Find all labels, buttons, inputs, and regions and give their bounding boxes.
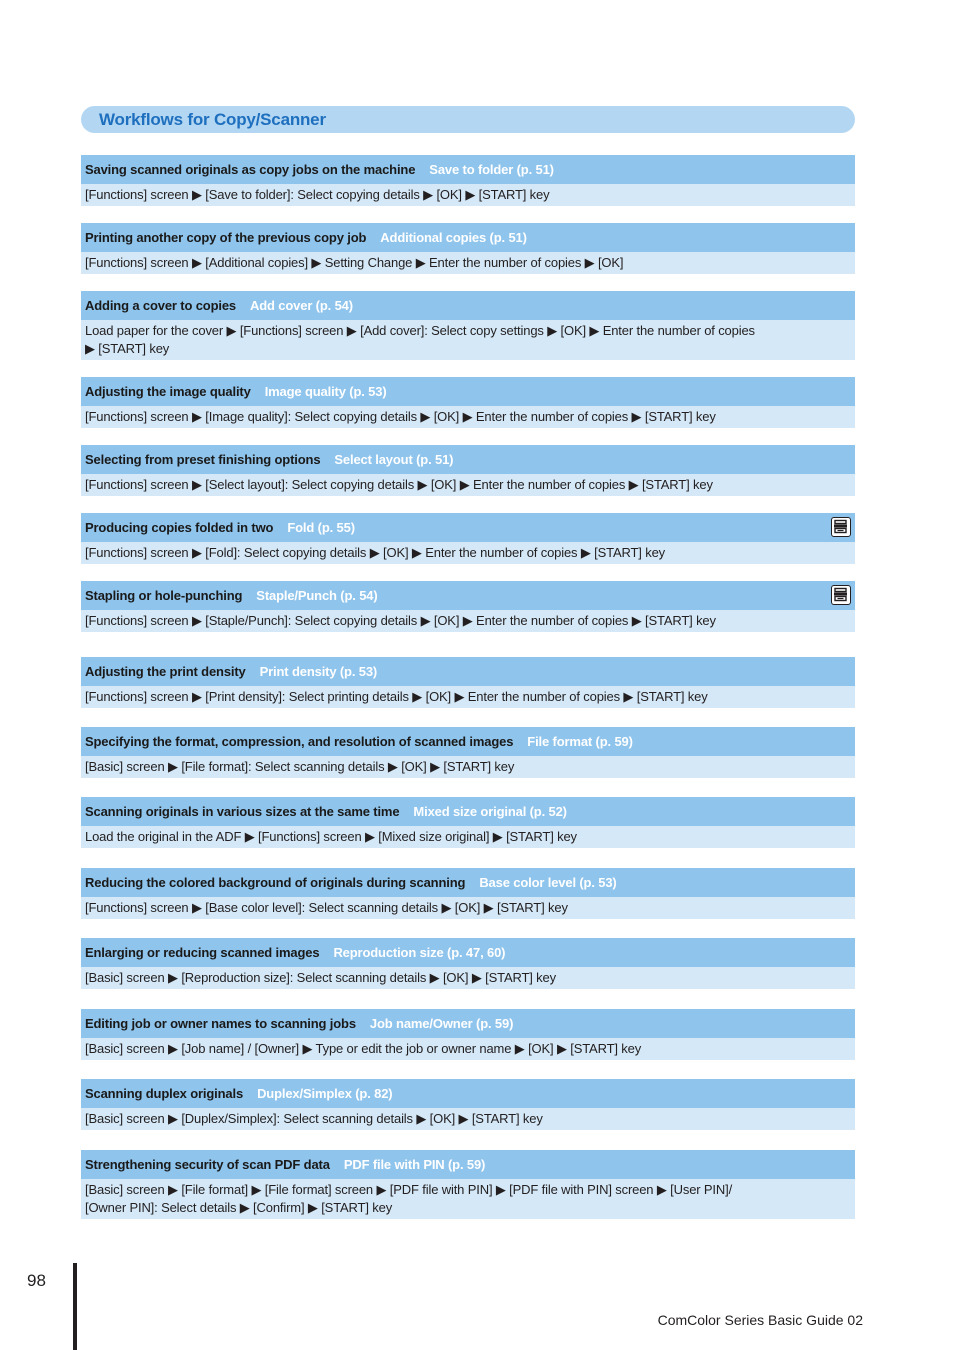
workflow-entry-header: [81, 938, 855, 967]
workflow-entry: [81, 868, 855, 919]
workflow-page-reference[interactable]: Print density (p. 53): [259, 664, 378, 679]
workflow-entry-header: [81, 1009, 855, 1038]
workflow-page-reference[interactable]: PDF file with PIN (p. 59): [343, 1157, 486, 1172]
workflow-page-reference[interactable]: Additional copies (p. 51): [380, 230, 527, 245]
workflow-title: Strengthening security of scan PDF data: [85, 1157, 330, 1172]
workflow-steps: [Basic] screen ▶ [File format]: Select scanning details ▶ [OK] ▶ [START] key: [81, 756, 855, 778]
page-number: 98: [27, 1271, 46, 1290]
workflow-steps: [Functions] screen ▶ [Staple/Punch]: Select copying details ▶ [OK] ▶ Enter the number of copies ▶ [START] key: [81, 610, 855, 632]
workflow-steps: [Functions] screen ▶ [Image quality]: Select copying details ▶ [OK] ▶ Enter the number of copies ▶ [START] key: [81, 406, 855, 428]
workflow-page-reference[interactable]: Job name/Owner (p. 59): [369, 1016, 514, 1031]
workflow-title: Saving scanned originals as copy jobs on the machine: [85, 162, 416, 177]
workflow-steps: [Basic] screen ▶ [Duplex/Simplex]: Select scanning details ▶ [OK] ▶ [START] key: [81, 1108, 855, 1130]
workflow-steps: [Basic] screen ▶ [Reproduction size]: Select scanning details ▶ [OK] ▶ [START] key: [81, 967, 855, 989]
workflow-entry: [81, 155, 855, 206]
workflow-title: Scanning originals in various sizes at the same time: [85, 804, 400, 819]
workflow-entry: [81, 581, 855, 632]
workflow-page-reference[interactable]: File format (p. 59): [527, 734, 633, 749]
workflow-page-reference[interactable]: Save to folder (p. 51): [429, 162, 554, 177]
section-header: [81, 106, 855, 133]
workflow-entry: [81, 797, 855, 848]
workflow-title: Selecting from preset finishing options: [85, 452, 321, 467]
workflow-entry: [81, 223, 855, 274]
workflow-entry-header: [81, 868, 855, 897]
workflow-page-reference[interactable]: Base color level (p. 53): [479, 875, 617, 890]
workflow-page-reference[interactable]: Reproduction size (p. 47, 60): [333, 945, 506, 960]
workflow-title: Stapling or hole-punching: [85, 588, 243, 603]
workflow-title: Specifying the format, compression, and resolution of scanned images: [85, 734, 514, 749]
workflow-title: Adding a cover to copies: [85, 298, 236, 313]
workflow-steps: [Functions] screen ▶ [Save to folder]: Select copying details ▶ [OK] ▶ [START] key: [81, 184, 855, 206]
workflow-title: Adjusting the print density: [85, 664, 246, 679]
workflow-page-reference[interactable]: Staple/Punch (p. 54): [256, 588, 378, 603]
workflow-entry-header: [81, 727, 855, 756]
workflow-entry-header: [81, 1079, 855, 1108]
workflow-steps: [Functions] screen ▶ [Print density]: Select printing details ▶ [OK] ▶ Enter the number of copies ▶ [START] key: [81, 686, 855, 708]
workflow-entry: [81, 513, 855, 564]
workflow-title: Printing another copy of the previous copy job: [85, 230, 367, 245]
workflow-entry: [81, 1150, 855, 1219]
workflow-page-reference[interactable]: Add cover (p. 54): [250, 298, 353, 313]
workflow-title: Adjusting the image quality: [85, 384, 251, 399]
workflow-steps: Load paper for the cover ▶ [Functions] screen ▶ [Add cover]: Select copy settings ▶ [OK] ▶ Enter the number of copies ▶ [START] key: [81, 320, 855, 360]
workflow-entry-header: [81, 445, 855, 474]
workflow-entry: [81, 727, 855, 778]
section-title: Workflows for Copy/Scanner: [99, 109, 326, 129]
workflow-entry: [81, 377, 855, 428]
workflow-title: Scanning duplex originals: [85, 1086, 244, 1101]
workflow-steps: [Basic] screen ▶ [File format] ▶ [File format] screen ▶ [PDF file with PIN] ▶ [PDF file with PIN] screen ▶ [User PIN]/ [Owner PIN]: Select details ▶ [Confirm] ▶ [START] key: [81, 1179, 855, 1219]
workflow-title: Enlarging or reducing scanned images: [85, 945, 320, 960]
workflow-page-reference[interactable]: Mixed size original (p. 52): [413, 804, 567, 819]
workflow-page-reference[interactable]: Duplex/Simplex (p. 82): [257, 1086, 393, 1101]
workflow-entry: [81, 1009, 855, 1060]
workflow-page-reference[interactable]: Select layout (p. 51): [334, 452, 454, 467]
workflow-entry: [81, 1079, 855, 1130]
finisher-option-icon: [831, 517, 851, 537]
workflow-steps: Load the original in the ADF ▶ [Functions] screen ▶ [Mixed size original] ▶ [START] key: [81, 826, 855, 848]
workflow-entry-header: [81, 377, 855, 406]
workflow-entry-header: [81, 155, 855, 184]
workflow-entry-header: [81, 291, 855, 320]
workflow-entry-header: [81, 581, 855, 610]
workflow-steps: [Functions] screen ▶ [Base color level]: Select scanning details ▶ [OK] ▶ [START] key: [81, 897, 855, 919]
workflow-title: Reducing the colored background of originals during scanning: [85, 875, 466, 890]
workflow-steps: [Functions] screen ▶ [Fold]: Select copying details ▶ [OK] ▶ Enter the number of copies ▶ [START] key: [81, 542, 855, 564]
footer-rule: [73, 1263, 77, 1350]
workflow-entry: [81, 291, 855, 360]
workflow-entry-header: [81, 223, 855, 252]
workflow-entry-header: [81, 513, 855, 542]
workflow-page-reference[interactable]: Image quality (p. 53): [264, 384, 387, 399]
workflow-entry: [81, 938, 855, 989]
finisher-option-icon: [831, 585, 851, 605]
workflow-entry: [81, 445, 855, 496]
workflow-title: Producing copies folded in two: [85, 520, 274, 535]
workflow-entry-header: [81, 657, 855, 686]
workflow-entry-header: [81, 1150, 855, 1179]
workflow-page-reference[interactable]: Fold (p. 55): [287, 520, 355, 535]
guide-title: ComColor Series Basic Guide 02: [657, 1312, 863, 1328]
workflow-steps: [Functions] screen ▶ [Select layout]: Select copying details ▶ [OK] ▶ Enter the number of copies ▶ [START] key: [81, 474, 855, 496]
workflow-entry: [81, 657, 855, 708]
workflow-title: Editing job or owner names to scanning jobs: [85, 1016, 356, 1031]
workflow-steps: [Basic] screen ▶ [Job name] / [Owner] ▶ Type or edit the job or owner name ▶ [OK] ▶ [START] key: [81, 1038, 855, 1060]
workflow-steps: [Functions] screen ▶ [Additional copies] ▶ Setting Change ▶ Enter the number of copies ▶ [OK]: [81, 252, 855, 274]
workflow-entry-header: [81, 797, 855, 826]
